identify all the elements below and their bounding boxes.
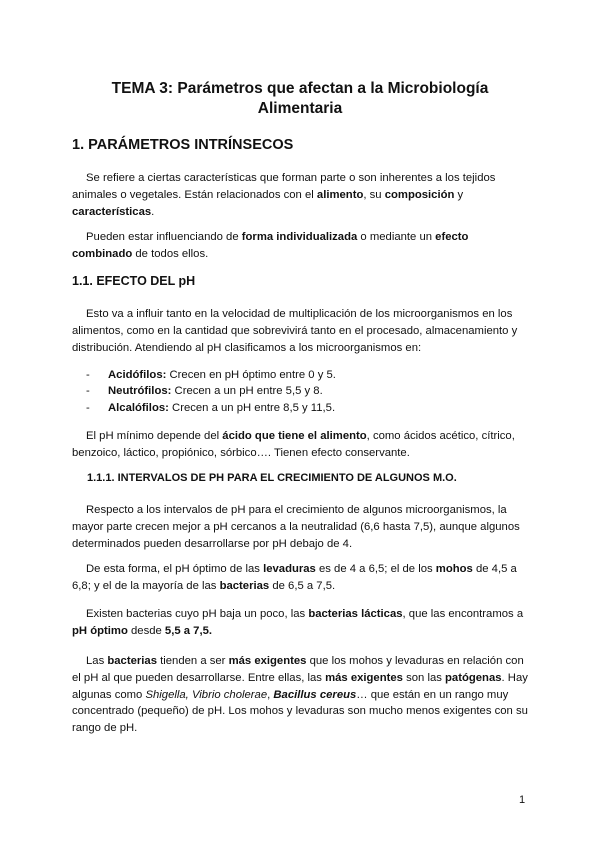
bold-run: ácido que tiene el alimento <box>222 430 367 442</box>
list-dash: - <box>86 369 90 381</box>
list-text: Crecen a un pH entre 5,5 y 8. <box>171 385 323 398</box>
list-term: Alcalófilos: <box>108 401 169 414</box>
text-run: es de 4 a 6,5; el de los <box>315 563 436 575</box>
paragraph-ph-optimo <box>72 561 528 595</box>
paragraph-influencia <box>72 229 528 263</box>
text-run: tienden a ser <box>156 655 229 667</box>
title-line-1: TEMA 3: Parámetros que afectan a la Microbiología <box>111 80 489 97</box>
bold-run: alimento <box>316 188 364 201</box>
text-run: De esta forma, el pH óptimo de las <box>86 563 264 575</box>
list-dash: - <box>86 385 90 398</box>
text-run: . Hay algunas como <box>72 671 528 701</box>
text-run: de todos ellos. <box>132 247 209 260</box>
bold-run: bacterias <box>107 655 157 667</box>
bold-run: levaduras <box>263 563 316 575</box>
text-run: que los mohos y levaduras en relación con el pH al que pueden desarrollarse. Entre ellas, las <box>72 655 524 684</box>
list-item <box>72 383 336 399</box>
paragraph-ph-minimo <box>72 428 528 462</box>
bold-run: 5,5 a 7,5. <box>164 624 213 637</box>
text-run: desde <box>127 624 165 637</box>
list-item <box>72 400 336 416</box>
text-run: Las <box>86 655 108 667</box>
paragraph-bacterias-exigentes <box>72 653 528 737</box>
title-line-2: Alimentaria <box>257 100 343 117</box>
text-run: son las <box>402 671 446 684</box>
list-term: Neutrófilos: <box>108 385 172 398</box>
text-run: , como ácidos acético, cítrico, benzoico, láctico, propiónico, sórbico…. Tienen efecto conservante. <box>72 430 515 459</box>
text-run: Se refiere a ciertas características que forman parte o son inherentes a los tejidos animales o vegetales. Están relacionados con el <box>72 172 496 201</box>
text-run: Pueden estar influenciando de <box>86 231 242 243</box>
bold-run: pH óptimo <box>72 624 128 637</box>
text-run: , <box>267 688 274 701</box>
document-title <box>90 79 510 119</box>
bold-run: bacterias <box>219 579 270 592</box>
bold-run: bacterias lácticas <box>308 608 403 620</box>
paragraph-bacterias-lacticas <box>72 606 528 640</box>
bold-italic-run: Bacillus cereus <box>273 688 357 701</box>
bold-run: efecto combinado <box>72 231 469 260</box>
bold-run: más exigentes <box>325 671 403 684</box>
paragraph-definicion <box>72 170 528 220</box>
paragraph-intervalos: Respecto a los intervalos de pH para el crecimiento de algunos microorganismos, la mayor parte crecen mejor a pH cercanos a la neutralidad (6,6 hasta 7,5), aunque algunos determinados pueden desarrollarse por pH debajo de 4. <box>72 504 520 550</box>
list-dash: - <box>86 401 90 414</box>
bold-run: mohos <box>435 563 473 575</box>
subsubsection-heading-intervalos-ph: 1.1.1. INTERVALOS DE PH PARA EL CRECIMIENTO DE ALGUNOS M.O. <box>87 472 457 484</box>
subsection-heading-efecto-ph: 1.1. EFECTO DEL pH <box>72 274 196 288</box>
text-run: , su <box>363 188 385 201</box>
text-run: , que las encontramos a <box>402 608 524 620</box>
text-run: . <box>151 205 155 218</box>
text-run: El pH mínimo depende del <box>86 430 223 442</box>
bold-run: características <box>72 205 152 218</box>
bold-run: composición <box>384 188 455 201</box>
list-term: Acidófilos: <box>108 369 167 381</box>
text-run: Existen bacterias cuyo pH baja un poco, las <box>86 608 309 620</box>
section-heading-parametros-intrinsecos: 1. PARÁMETROS INTRÍNSECOS <box>72 137 294 153</box>
bold-run: forma individualizada <box>241 231 358 243</box>
list-text: Crecen a un pH entre 8,5 y 11,5. <box>168 401 336 414</box>
italic-run: Shigella, Vibrio cholerae <box>145 688 268 701</box>
text-run: … que están en un rango muy concentrado (pequeño) de pH. Los mohos y levaduras son mucho menos exigentes con su rango de pH. <box>72 688 528 735</box>
text-run: y <box>454 188 464 201</box>
text-run: o mediante un <box>357 231 436 243</box>
list-text: Crecen en pH óptimo entre 0 y 5. <box>166 369 336 381</box>
paragraph-influencia-ph: Esto va a influir tanto en la velocidad de multiplicación de los microorganismos en los alimentos, como en la cantidad que sobrevivirá tanto en el procesado, almacenamiento y distribución. Atendiendo al pH clasificamos a los microorganismos en: <box>72 308 518 354</box>
page-number: 1 <box>519 794 526 806</box>
list-item <box>72 367 336 383</box>
microorganism-classification-list <box>72 367 336 416</box>
bold-run: patógenas <box>445 671 502 684</box>
bold-run: más exigentes <box>228 655 307 667</box>
text-run: de 4,5 a 6,8; y el de la mayoría de las <box>72 563 517 592</box>
text-run: de 6,5 a 7,5. <box>269 579 336 592</box>
